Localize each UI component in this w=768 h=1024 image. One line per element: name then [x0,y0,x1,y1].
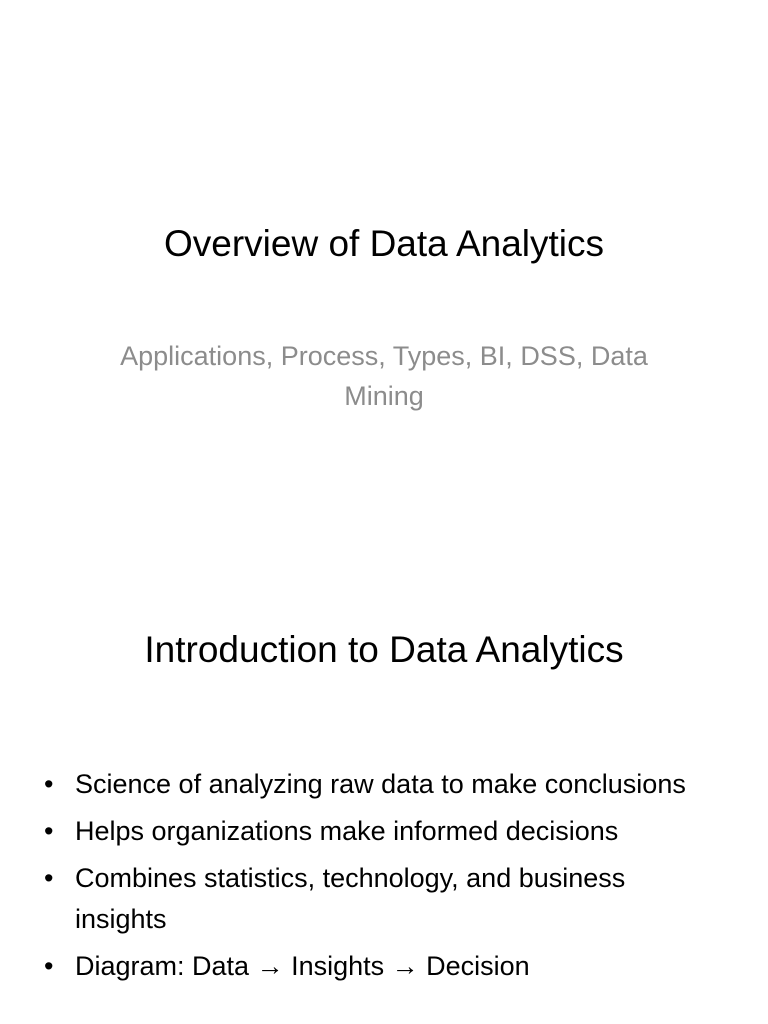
bullet-text: Science of analyzing raw data to make conclusions [75,769,686,799]
bullet-item [44,764,724,805]
bullet-item [44,858,724,940]
slide-title: Introduction to Data Analytics [144,629,624,670]
bullet-text: Diagram: Data → Insights → Decision [75,951,530,981]
bullet-item [44,946,724,987]
bullet-dot-icon: • [44,816,54,846]
content-slide [0,576,768,1024]
bullet-dot-icon: • [44,863,54,893]
bullet-text: Combines statistics, technology, and business insights [75,863,626,934]
slide-subtitle: Applications, Process, Types, BI, DSS, Data Mining [120,341,648,411]
bullet-text: Helps organizations make informed decisions [75,816,619,846]
slide-title: Overview of Data Analytics [163,223,605,264]
bullet-list [44,764,724,993]
bullet-item [44,811,724,852]
bullet-dot-icon: • [44,769,54,799]
bullet-dot-icon: • [44,951,54,981]
